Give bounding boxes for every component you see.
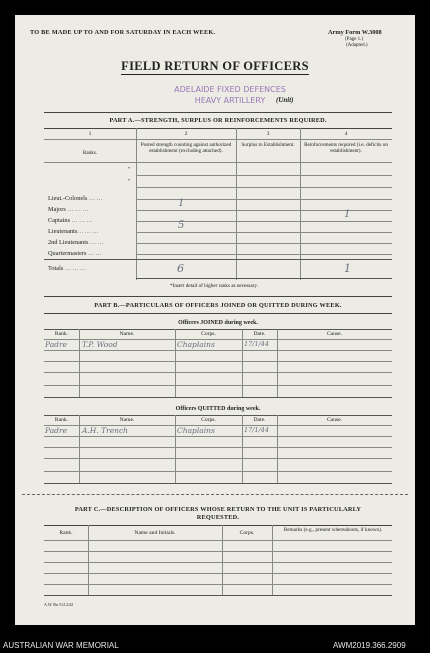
quitted-rank-value: Padre [45,426,68,435]
grid-line [44,385,392,386]
grid-line [44,361,392,362]
rank-lieut-colonels: Lieut.-Colonels … … [48,195,103,202]
joined-col-corps: Corps. [201,331,216,337]
form-page-number: (Page 1.) [345,37,364,42]
grid-line [44,350,392,351]
asterisk-row-2: • [128,178,131,184]
part-c-title: PART C.—DESCRIPTION OF OFFICERS WHOSE RETURN TO THE UNIT IS PARTICULARLY REQUESTED. [74,506,362,521]
quitted-title-rule [44,415,392,416]
joined-divider [242,329,243,397]
footer-accession-number: AWM2019.366.2909 [333,641,406,650]
grid-line [136,199,392,200]
posted-majors-value: 1 [178,198,185,209]
grid-line [44,436,392,437]
grid-line [136,175,392,176]
unit-stamp-line2: HEAVY ARTILLERY [194,96,266,105]
part-a-top-rule [44,112,392,113]
col-number-rule [44,139,392,140]
quitted-divider [277,415,278,483]
unit-label: (Unit) [276,96,294,104]
rank-quartermasters: Quartermasters … … [48,250,102,257]
posted-lieutenants-value: 5 [178,220,185,231]
quitted-col-corps: Corps. [201,417,216,423]
rank-2nd-lieutenants: 2nd Lieutenants … … [48,239,104,246]
joined-divider [79,329,80,397]
joined-divider [175,329,176,397]
part-b-title: PART B.—PARTICULARS OF OFFICERS JOINED OR QUITTED DURING WEEK. [94,302,342,309]
grid-line [136,254,392,255]
totals-bottom-rule [136,278,392,279]
quitted-col-date: Date. [253,417,266,423]
grid-line [44,471,392,472]
col-number-2: 2 [184,131,188,137]
part-c-header-rule [44,525,392,526]
col-header-rule [44,162,392,163]
print-code: A.W. Bn 514 2/42 [44,602,74,607]
quitted-divider [242,415,243,483]
col-header-reinforcements: Reinforcements required (i.e. deficits on establishment). [304,142,388,154]
quitted-corps-value: Chaplains [177,426,215,435]
joined-rank-value: Padre [45,340,68,349]
asterisk-row-1: • [128,166,131,172]
quitted-col-rank: Rank. [54,417,69,423]
joined-col-cause: Cause. [326,331,343,337]
grid-line [44,573,392,574]
joined-divider [277,329,278,397]
col-divider-1 [136,128,137,280]
quitted-col-cause: Cause. [326,417,343,423]
joined-title: Officers JOINED during week. [178,320,258,326]
totals-posted-value: 6 [177,262,184,275]
joined-col-date: Date. [253,331,266,337]
col-divider-3 [300,128,301,280]
totals-reinforcements-value: 1 [344,262,351,275]
grid-line [136,232,392,233]
part-c-col-remarks: Remarks (e.g., present whereabouts, if known). [283,527,383,533]
joined-corps-value: Chaplains [177,340,215,349]
joined-bottom-rule [44,397,392,398]
quitted-col-name: Name. [119,417,135,423]
grid-line [44,551,392,552]
footer-credit: AUSTRALIAN WAR MEMORIAL [3,641,119,650]
col-number-1: 1 [88,131,92,137]
perforation-line [22,494,408,495]
form-number: Army Form W.3008 [328,29,382,36]
grid-line [136,221,392,222]
col-divider-2 [236,128,237,280]
reinforcements-captains-value: 1 [344,209,351,220]
grid-line [136,187,392,188]
part-c-col-name: Name and Initials. [134,530,176,536]
unit-stamp-line1: ADELAIDE FIXED DEFENCES [174,85,286,94]
form-instruction: TO BE MADE UP TO AND FOR SATURDAY IN EACH WEEK. [30,29,216,36]
rank-majors: Majors … … … [48,206,89,213]
quitted-divider [79,415,80,483]
grid-line [44,584,392,585]
joined-col-name: Name. [119,331,135,337]
form-adapted-note: (Adapted.) [346,43,368,48]
col-header-ranks: Ranks. [82,150,98,156]
totals-label: Totals … … … [48,265,86,272]
part-c-col-rank: Rank. [59,530,73,536]
col-number-4: 4 [344,131,348,137]
part-b-header-rule [44,313,392,314]
quitted-date-value: 17/1/44 [244,426,270,434]
joined-date-value: 17/1/44 [244,340,270,348]
grid-line [44,372,392,373]
totals-rule [44,259,392,260]
grid-line [136,210,392,211]
part-c-bottom-rule [44,595,392,596]
rank-lieutenants: Lieutenants… … … [48,228,99,235]
unit-stamp [170,84,290,106]
joined-col-rank: Rank. [54,331,69,337]
joined-title-rule [44,329,392,330]
quitted-name-value: A.H. Trench [82,426,128,435]
part-a-header-rule [44,128,392,129]
part-b-top-rule [44,296,392,297]
grid-line [44,562,392,563]
col-number-3: 3 [266,131,270,137]
quitted-bottom-rule [44,483,392,484]
part-a-title: PART A.—STRENGTH, SURPLUS OR REINFORCEMENTS REQUIRED. [109,117,327,124]
rank-captains: Captains … … … [48,217,93,224]
quitted-divider [175,415,176,483]
quitted-title: Officers QUITTED during week. [175,406,261,412]
col-header-posted: Posted strength counting against authorized establishment (excluding attached). [140,142,232,154]
joined-name-value: T.P. Wood [82,340,118,349]
form-title: FIELD RETURN OF OFFICERS [121,59,309,73]
part-c-col-corps: Corps. [239,530,255,536]
col-header-surplus: Surplus to Establishment. [241,142,295,148]
grid-line [136,243,392,244]
grid-line [44,458,392,459]
grid-line [44,447,392,448]
part-a-footnote: *Insert detail of higher ranks as necessary. [170,283,258,289]
part-c-col-rule [44,540,392,541]
